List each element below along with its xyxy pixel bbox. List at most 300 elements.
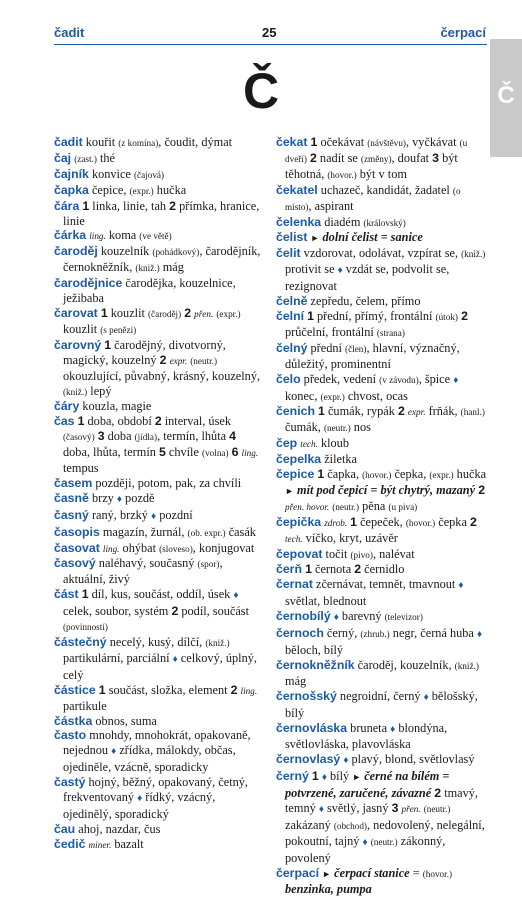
entry-text: pozdní [156, 507, 193, 522]
entry-text: bazalt [111, 836, 144, 851]
dictionary-entry [276, 309, 488, 341]
gloss-note: (televizor) [384, 612, 423, 623]
entry-text: tempus [63, 461, 99, 476]
headword: černošský [276, 688, 337, 703]
gloss-note: (kniž.) [461, 249, 486, 260]
headword: čepička [276, 514, 322, 529]
headword: částečný [54, 635, 107, 649]
headword: časovat [54, 540, 100, 555]
entry-text: konec, [285, 388, 321, 403]
entry-text: koma [105, 228, 140, 243]
gloss-note: (pohádkový) [152, 247, 200, 258]
antonym-marker-icon: ♦ [453, 374, 459, 386]
gloss-note: (zast.) [74, 153, 97, 164]
sense-number: 2 [434, 786, 442, 801]
entry-text: celek, soubor, systém [63, 604, 172, 619]
antonym-marker-icon: ♦ [362, 836, 368, 848]
dictionary-entry [54, 587, 264, 635]
dictionary-entry [276, 689, 488, 721]
entry-text: barevný [338, 609, 385, 624]
entry-text: konvice [88, 166, 134, 181]
entry-text: kouřit [82, 135, 119, 149]
headword: čára [54, 198, 80, 213]
headword: čelenka [276, 214, 322, 229]
gloss-note: (ve větě) [139, 231, 172, 242]
entry-text: partikule [63, 698, 107, 713]
dictionary-entry [54, 276, 264, 306]
page-number: 25 [262, 25, 277, 40]
sense-number: 2 [154, 414, 162, 429]
gloss-note: (o místo) [285, 185, 461, 212]
dictionary-entry [276, 562, 488, 577]
usage-label: přen. [401, 804, 421, 815]
headword: čenich [276, 404, 315, 419]
dictionary-entry [54, 244, 264, 276]
headword: časový [54, 556, 96, 571]
entry-text: frňák, [425, 404, 461, 419]
phrase: benzinka, pumpa [285, 881, 372, 896]
entry-text: partikulární, parciální [63, 650, 173, 665]
entry-text: , aktuální, živý [63, 556, 223, 587]
gloss-note: (neutr.) [423, 804, 451, 815]
antonym-marker-icon: ♦ [343, 755, 349, 767]
gloss-note: (povinností) [63, 622, 108, 633]
dictionary-entry [54, 228, 264, 244]
sense-number: 2 [184, 305, 192, 320]
entry-text: kloub [317, 436, 349, 451]
gloss-note: (expr.) [216, 308, 241, 319]
entry-text: běloch, bílý [285, 643, 344, 657]
sense-number: 1 [81, 587, 89, 602]
antonym-marker-icon: ♦ [111, 746, 117, 758]
usage-label: přen. hovor. [285, 501, 330, 512]
entry-text: černota [311, 562, 355, 577]
usage-label: přen. [194, 308, 214, 319]
sense-number: 2 [230, 682, 238, 697]
entry-text: točit [322, 546, 351, 561]
antonym-marker-icon: ♦ [333, 612, 339, 624]
sense-number: 2 [470, 514, 477, 529]
entry-text: kouzelník [97, 244, 153, 259]
entry-text: zakázaný [285, 817, 334, 832]
entry-text: obnos, suma [92, 713, 157, 728]
usage-label: expr. [169, 355, 188, 366]
dictionary-entry [54, 183, 264, 199]
sense-number: 2 [461, 308, 468, 323]
entry-text: diadém [321, 214, 364, 229]
headword: část [54, 587, 79, 602]
headword: čelist [276, 230, 308, 245]
dictionary-entry [54, 199, 264, 229]
dictionary-entry [54, 556, 264, 587]
entry-text: , nalévat [372, 546, 415, 561]
entry-text: čumák, rypák [324, 404, 398, 419]
entry-text: kouzla, magie [79, 399, 152, 414]
headword: čarodějnice [54, 276, 123, 291]
entry-text: žiletka [321, 452, 357, 467]
dictionary-entry [54, 491, 264, 508]
sense-number: 2 [310, 150, 317, 165]
headword: čelný [276, 340, 308, 355]
entry-text: nos [350, 420, 371, 435]
sense-number: 2 [478, 482, 486, 497]
entry-text: zákonný, povolený [285, 833, 446, 865]
sense-number: 1 [310, 135, 318, 149]
headword: černat [276, 577, 313, 592]
antonym-marker-icon: ♦ [423, 691, 429, 703]
entry-text: , nedovolený, nelegální, pokoutní, tajný [285, 817, 485, 848]
usage-label: zdrob. [324, 517, 348, 528]
sense-number: 1 [311, 769, 319, 784]
entry-text: thé [96, 150, 115, 165]
gloss-note: (s penězi) [100, 324, 137, 335]
entry-text: , hlavní, význačný, důležitý, prominentní [285, 340, 460, 371]
headword: čarovný [54, 337, 102, 352]
dictionary-entry [276, 230, 488, 246]
headword: čedič [54, 836, 86, 851]
entry-text: chvost, ocas [344, 388, 408, 403]
dictionary-entry [54, 151, 264, 167]
gloss-note: (pivo) [350, 549, 373, 560]
antonym-marker-icon: ♦ [337, 265, 343, 277]
entry-text: chvíle [165, 445, 203, 460]
usage-label: miner. [88, 839, 112, 850]
dictionary-entry [54, 775, 264, 822]
dictionary-entry [276, 752, 488, 769]
gloss-note: (zhrub.) [360, 629, 390, 640]
sense-number: 1 [77, 414, 85, 429]
gloss-note: (expr.) [429, 470, 454, 481]
entry-text: řídký, vzácný, ojedinělý, sporadický [63, 790, 216, 821]
antonym-marker-icon: ♦ [458, 580, 464, 592]
entry-text: čaroděj, kouzelník, [354, 657, 455, 672]
antonym-marker-icon: ♦ [476, 629, 483, 641]
gloss-note: (spor) [197, 559, 220, 570]
sense-number: 3 [391, 801, 399, 816]
gloss-note: (kniž.) [63, 386, 88, 397]
headword: častý [54, 775, 86, 790]
headword: částice [54, 682, 96, 697]
entry-text: hojný, běžný, opakovaný, četný, frekventovaný [63, 775, 249, 805]
dictionary-entry [276, 577, 488, 609]
gloss-note: (hanl.) [460, 407, 485, 418]
gloss-note: (neutr.) [370, 836, 398, 847]
headword: čáry [54, 399, 80, 414]
headword: černovláska [276, 720, 348, 735]
entry-text: protivit se [285, 262, 338, 277]
entry-text: vzdorovat, odolávat, vzpírat se, [300, 246, 462, 261]
dictionary-entry [276, 404, 488, 436]
gloss-note: (hovor.) [362, 470, 392, 481]
entry-text: , vyčkávat [406, 135, 460, 149]
sense-number: 2 [171, 604, 179, 619]
headword: černovlasý [276, 752, 341, 767]
dictionary-entry [54, 541, 264, 557]
antonym-marker-icon: ♦ [321, 772, 327, 784]
dictionary-entry [276, 183, 488, 215]
headword: černokněžník [276, 657, 355, 672]
headword: černý [276, 769, 309, 784]
antonym-marker-icon: ♦ [233, 590, 239, 602]
entry-text: pozdě [121, 490, 155, 505]
entry-text: čumák, [285, 420, 324, 435]
entry-text: časák [225, 524, 256, 539]
entry-text: očekávat [317, 135, 368, 149]
phrase: čerpací stanice [334, 865, 410, 880]
page-header [0, 0, 522, 42]
headword: čaj [54, 150, 72, 165]
entry-text: magazín, žurnál, [99, 524, 188, 539]
headword: čepelka [276, 452, 322, 467]
sense-number: 3 [432, 150, 440, 165]
gloss-note: (změny) [360, 153, 392, 164]
entry-text: mág [285, 673, 307, 688]
sense-number: 1 [100, 305, 108, 320]
phrase-marker-icon: ► [285, 485, 294, 496]
dictionary-entry [54, 135, 264, 151]
entry-text: černý, [323, 626, 361, 641]
sense-number: 6 [231, 445, 239, 460]
headword: čep [276, 436, 298, 451]
entry-text: předek, vedení [300, 371, 380, 386]
headword: čerpací [276, 865, 320, 880]
dictionary-entry [54, 167, 264, 183]
entry-text: , doufat [391, 150, 433, 165]
gloss-note: (královský) [363, 217, 406, 228]
gloss-note: (čaroděj) [147, 308, 182, 319]
headword: čelit [276, 246, 301, 261]
dictionary-entry [276, 135, 488, 183]
entry-text: víčko, kryt, uzávěr [302, 530, 398, 545]
entry-text: součást, složka, element [105, 682, 231, 697]
entry-text: nadít se [316, 150, 361, 165]
entry-text: , špice [418, 371, 454, 386]
sense-number: 1 [104, 337, 112, 352]
entry-text: díl, kus, součást, oddíl, úsek [88, 587, 234, 602]
entry-text: celkový, úplný, celý [63, 650, 257, 682]
dictionary-entry [276, 467, 488, 515]
gloss-note: (neutr.) [323, 423, 351, 434]
entry-text: hučka [153, 182, 187, 197]
dictionary-entry [54, 837, 264, 853]
entry-text: čarodějný, divotvorný, magický, kouzelný [63, 337, 226, 367]
antonym-marker-icon: ♦ [172, 653, 178, 665]
headword: částka [54, 713, 93, 728]
sense-number: 1 [82, 198, 90, 213]
entry-text: mnohdy, mnohokrát, opakovaně, nejednou [63, 728, 251, 758]
gloss-note: (návštěvu) [367, 138, 406, 148]
entry-text: podíl, součást [178, 604, 249, 619]
entry-text: čapka, [324, 467, 363, 482]
headword: časopis [54, 524, 100, 539]
headword: časný [54, 507, 89, 522]
entry-text: čepka [435, 514, 470, 529]
entry-text: přední [307, 340, 346, 355]
headword: čepice [276, 467, 315, 482]
entry-text: naléhavý, současný [95, 556, 198, 571]
gloss-note: (obchod) [333, 820, 367, 831]
headword: čapka [54, 182, 89, 197]
sense-number: 1 [318, 404, 325, 419]
entry-text: později, potom, pak, za chvíli [92, 475, 242, 490]
entry-text: bílý [326, 769, 353, 784]
gloss-note: (kniž.) [454, 660, 479, 671]
gloss-note: (člen) [345, 343, 367, 354]
gloss-note: (neutr.) [332, 501, 360, 512]
entry-text: brzy [88, 490, 117, 505]
sense-number: 4 [229, 429, 236, 444]
gloss-note: (v závodu) [379, 374, 419, 385]
entry-text: negr, černá huba [389, 626, 477, 641]
dictionary-entry [54, 414, 264, 476]
sense-number: 2 [159, 352, 167, 367]
section-letter: Č [242, 63, 280, 119]
gloss-note: (u piva) [388, 501, 418, 512]
entry-text: černidlo [361, 562, 405, 577]
dictionary-entry [54, 508, 264, 525]
sense-number: 5 [158, 445, 166, 460]
phrase-marker-icon: ► [322, 868, 332, 879]
entry-text: přední, přímý, frontální [313, 308, 436, 323]
gloss-note: (hovor.) [327, 169, 357, 180]
entry-text: doba, období [84, 414, 155, 429]
entry-text: doba, lhůta, termín [63, 445, 159, 460]
gloss-note: (expr.) [129, 185, 154, 196]
headword: černobílý [276, 609, 331, 624]
entry-text: kouzlit [107, 305, 148, 320]
headword: čárka [54, 228, 87, 243]
sense-number: 2 [354, 562, 362, 577]
usage-label: ling. [241, 448, 259, 459]
sense-number: 1 [307, 308, 314, 323]
dictionary-entry [54, 683, 264, 714]
entry-text: uchazeč, kandidát, žadatel [317, 182, 453, 197]
sense-number: 1 [305, 562, 312, 577]
dictionary-entry [276, 609, 488, 626]
entry-text: , čarodějník, černokněžník, [63, 244, 261, 275]
dictionary-entry [54, 399, 264, 414]
entry-text: plavý, blond, světlovlasý [348, 752, 475, 767]
headword: čelně [276, 294, 308, 309]
entry-text: kouzlit [63, 321, 101, 336]
entry-text: mág [159, 260, 184, 275]
dictionary-entry [276, 452, 488, 467]
headword: čelní [276, 308, 305, 323]
entry-text: bruneta [347, 720, 391, 735]
phrase-marker-icon: ► [310, 233, 320, 244]
headword: čarovat [54, 305, 98, 320]
dictionary-entry [276, 436, 488, 452]
entry-text: vzdát se, podvolit se, rezignovat [285, 262, 450, 294]
headword: čepovat [276, 546, 323, 561]
dictionary-entry [54, 822, 264, 837]
headword: čajník [54, 166, 89, 181]
dictionary-entry [54, 338, 264, 400]
dictionary-entry [276, 721, 488, 753]
headword: časem [54, 475, 93, 490]
headword: černoch [276, 626, 324, 641]
gloss-note: (jídla) [134, 432, 158, 443]
entry-text: světlat, blednout [285, 594, 367, 609]
antonym-marker-icon: ♦ [137, 793, 143, 805]
usage-label: ling. [102, 543, 120, 554]
antonym-marker-icon: ♦ [318, 804, 324, 816]
dictionary-entry [54, 635, 264, 683]
dictionary-entry [276, 547, 488, 563]
headword: čelo [276, 371, 301, 386]
dictionary-entry [54, 476, 264, 491]
headword: čekatel [276, 182, 318, 197]
gloss-note: (strana) [376, 327, 405, 338]
thumb-index-letter: Č [497, 82, 515, 109]
running-head-first-entry: čadit [54, 25, 85, 40]
gloss-note: (ob. expr.) [187, 527, 226, 538]
gloss-note: (kniž.) [205, 638, 230, 648]
entry-text: pěna [359, 498, 389, 513]
entry-text: , čoudit, dýmat [158, 135, 233, 149]
entry-text: ohýbat [119, 540, 160, 555]
dictionary-entry [54, 306, 264, 338]
sense-number: 3 [97, 429, 105, 444]
usage-label: tech. [285, 533, 303, 544]
entry-text: lepý [87, 383, 112, 398]
gloss-note: (hovor.) [422, 868, 453, 879]
usage-label: expr. [407, 407, 426, 418]
dictionary-entry [54, 714, 264, 729]
entry-text: být těhotná, [285, 150, 458, 181]
entry-text: zepředu, čelem, přímo [307, 294, 421, 309]
entry-text: ahoj, nazdar, čus [75, 821, 161, 836]
dictionary-entry [276, 658, 488, 689]
entry-text: , aspirant [308, 198, 354, 213]
entry-text: doba [104, 429, 135, 444]
dictionary-entry [276, 372, 488, 405]
usage-label: tech. [300, 439, 318, 450]
headword: čau [54, 821, 76, 836]
entry-text: být v tom [356, 166, 407, 181]
usage-label: ling. [240, 685, 258, 696]
headword: často [54, 728, 87, 743]
entry-text: čarodějka, kouzelnice, ježibaba [63, 276, 236, 306]
entry-text: blondýna, světlovláska, plavovláska [285, 720, 448, 752]
gloss-note: (čajová) [133, 169, 165, 180]
dictionary-entry [276, 866, 488, 897]
sense-number: 2 [397, 404, 405, 419]
headword: čerň [276, 562, 302, 577]
entry-text: čepice, [88, 182, 130, 197]
entry-text: interval, úsek [161, 414, 231, 429]
entry-text: hučka [453, 467, 487, 482]
gloss-note: (hovor.) [405, 517, 436, 528]
headword: čas [54, 414, 75, 429]
entry-text: okouzlující, půvabný, krásný, kouzelný, [63, 368, 261, 383]
entry-text: čepeček, [357, 514, 406, 529]
entry-text: světlý, jasný [323, 801, 392, 816]
gloss-note: (u dveří) [285, 138, 468, 164]
entry-text: bělošský, bílý [285, 688, 478, 720]
headword: čadit [54, 135, 83, 149]
running-head-last-entry: čerpací [440, 25, 486, 40]
dictionary-entry [276, 341, 488, 372]
phrase: dolní čelist = sanice [322, 230, 423, 245]
dictionary-entry [276, 626, 488, 658]
dictionary-entry [54, 525, 264, 541]
headword: čaroděj [54, 244, 98, 259]
dictionary-entry [276, 246, 488, 294]
entry-text: průčelní, frontální [285, 324, 377, 339]
gloss-note: (útok) [435, 311, 458, 322]
antonym-marker-icon: ♦ [151, 510, 157, 522]
